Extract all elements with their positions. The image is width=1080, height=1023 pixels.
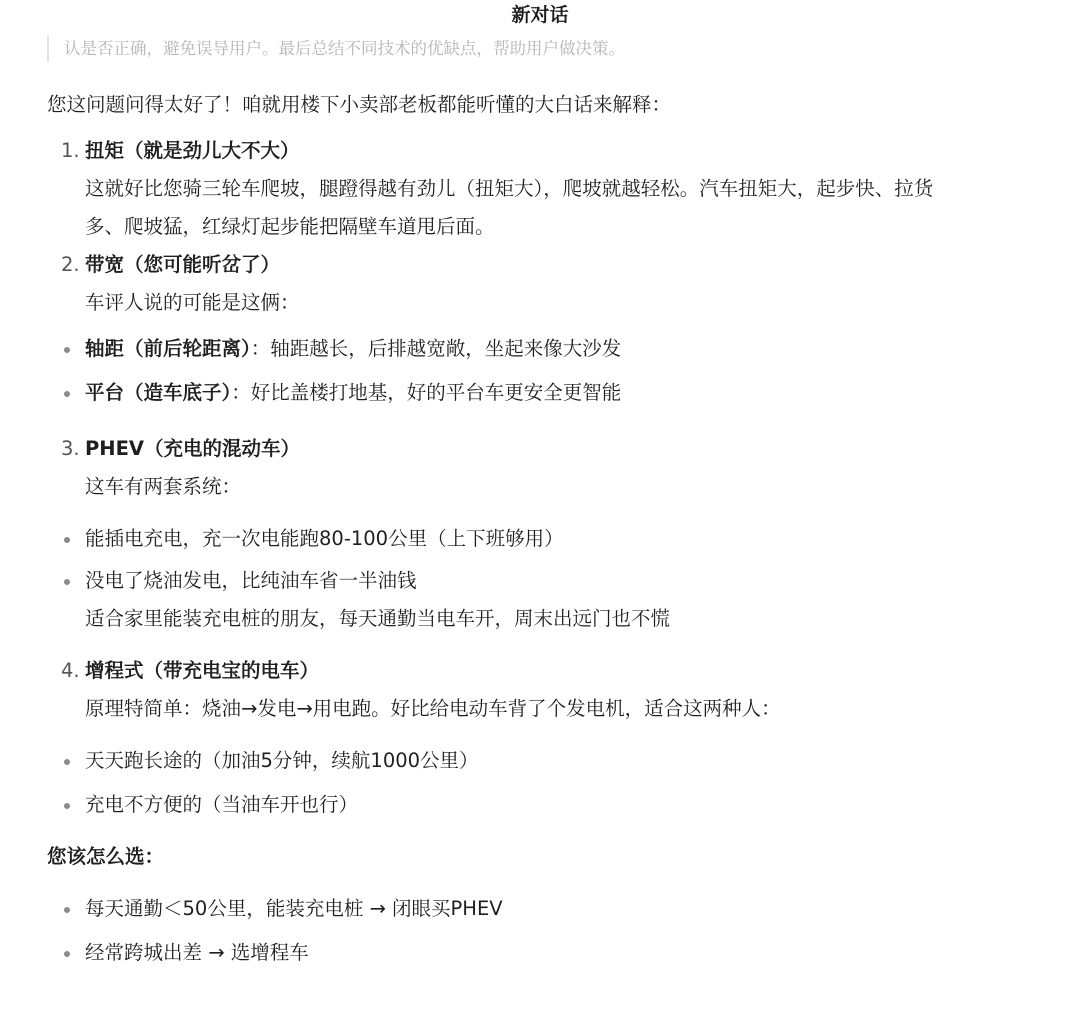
item-number: 3. [61,437,80,460]
bullet-text: 天天跑长途的（加油5分钟，续航1000公里） [85,749,479,772]
numbered-item-torque [47,132,1047,246]
bullet-text: 经常跨城出差 → 选增程车 [85,941,309,964]
numbered-item-range-extender [47,652,1047,728]
bullet-list [47,742,1047,824]
bullet-list [47,890,1047,972]
item-body-line: 车评人说的可能是这俩： [85,291,300,314]
assistant-answer [47,86,1047,972]
list-item [47,520,1047,558]
item-title: 扭矩（就是劲儿大不大） [85,139,300,162]
item-title: 带宽（您可能听岔了） [85,253,281,276]
choose-heading-colon: ： [144,845,165,868]
item-body-line: 原理特简单：烧油→发电→用电跑。好比给电动车背了个发电机，适合这两种人： [85,697,781,720]
list-item [47,562,1047,600]
item-body-line: 这就好比您骑三轮车爬坡，腿蹬得越有劲儿（扭矩大），爬坡就越轻松。汽车扭矩大，起步快、拉货 [85,177,934,200]
conversation-title: 新对话 [511,4,569,26]
item-footnote: 适合家里能装充电桩的朋友，每天通勤当电车开，周末出远门也不慌 [85,607,671,630]
choose-heading-text: 您该怎么选 [47,845,145,868]
bullet-text: ：轴距越长，后排越宽敞，坐起来像大沙发 [250,337,622,360]
item-title: 增程式（带充电宝的电车） [85,659,320,682]
numbered-item-bandwidth [47,246,1047,322]
item-number: 2. [61,253,80,276]
bullet-bold-term: 平台（造车底子） [85,381,232,404]
list-item [47,330,1047,368]
answer-intro: 您这问题问得太好了！咱就用楼下小卖部老板都能听懂的大白话来解释： [47,93,672,116]
bullet-bold-term: 轴距（前后轮距离） [85,337,251,360]
bullet-text: 没电了烧油发电，比纯油车省一半油钱 [85,569,417,592]
bullet-text: 充电不方便的（当油车开也行） [85,793,359,816]
item-title: PHEV（充电的混动车） [85,437,301,460]
bullet-text: 每天通勤＜50公里，能装充电桩 → 闭眼买PHEV [85,897,503,920]
item-body-line: 多、爬坡猛，红绿灯起步能把隔壁车道甩后面。 [85,215,495,238]
section-heading [47,838,1047,876]
list-item [47,934,1047,972]
item-number: 4. [61,659,80,682]
item-body-line: 这车有两套系统： [85,475,242,498]
bullet-list [47,520,1047,600]
numbered-item-phev [47,430,1047,506]
list-item [47,742,1047,780]
list-item [47,786,1047,824]
bullet-text: 能插电充电，充一次电能跑80-100公里（上下班够用） [85,527,564,550]
item-number: 1. [61,139,80,162]
reasoning-excerpt: 认是否正确，避免误导用户。最后总结不同技术的优缺点，帮助用户做决策。 [47,36,625,62]
bullet-list [47,330,1047,412]
bullet-text: ：好比盖楼打地基，好的平台车更安全更智能 [231,381,622,404]
list-item [47,890,1047,928]
list-item [47,374,1047,412]
